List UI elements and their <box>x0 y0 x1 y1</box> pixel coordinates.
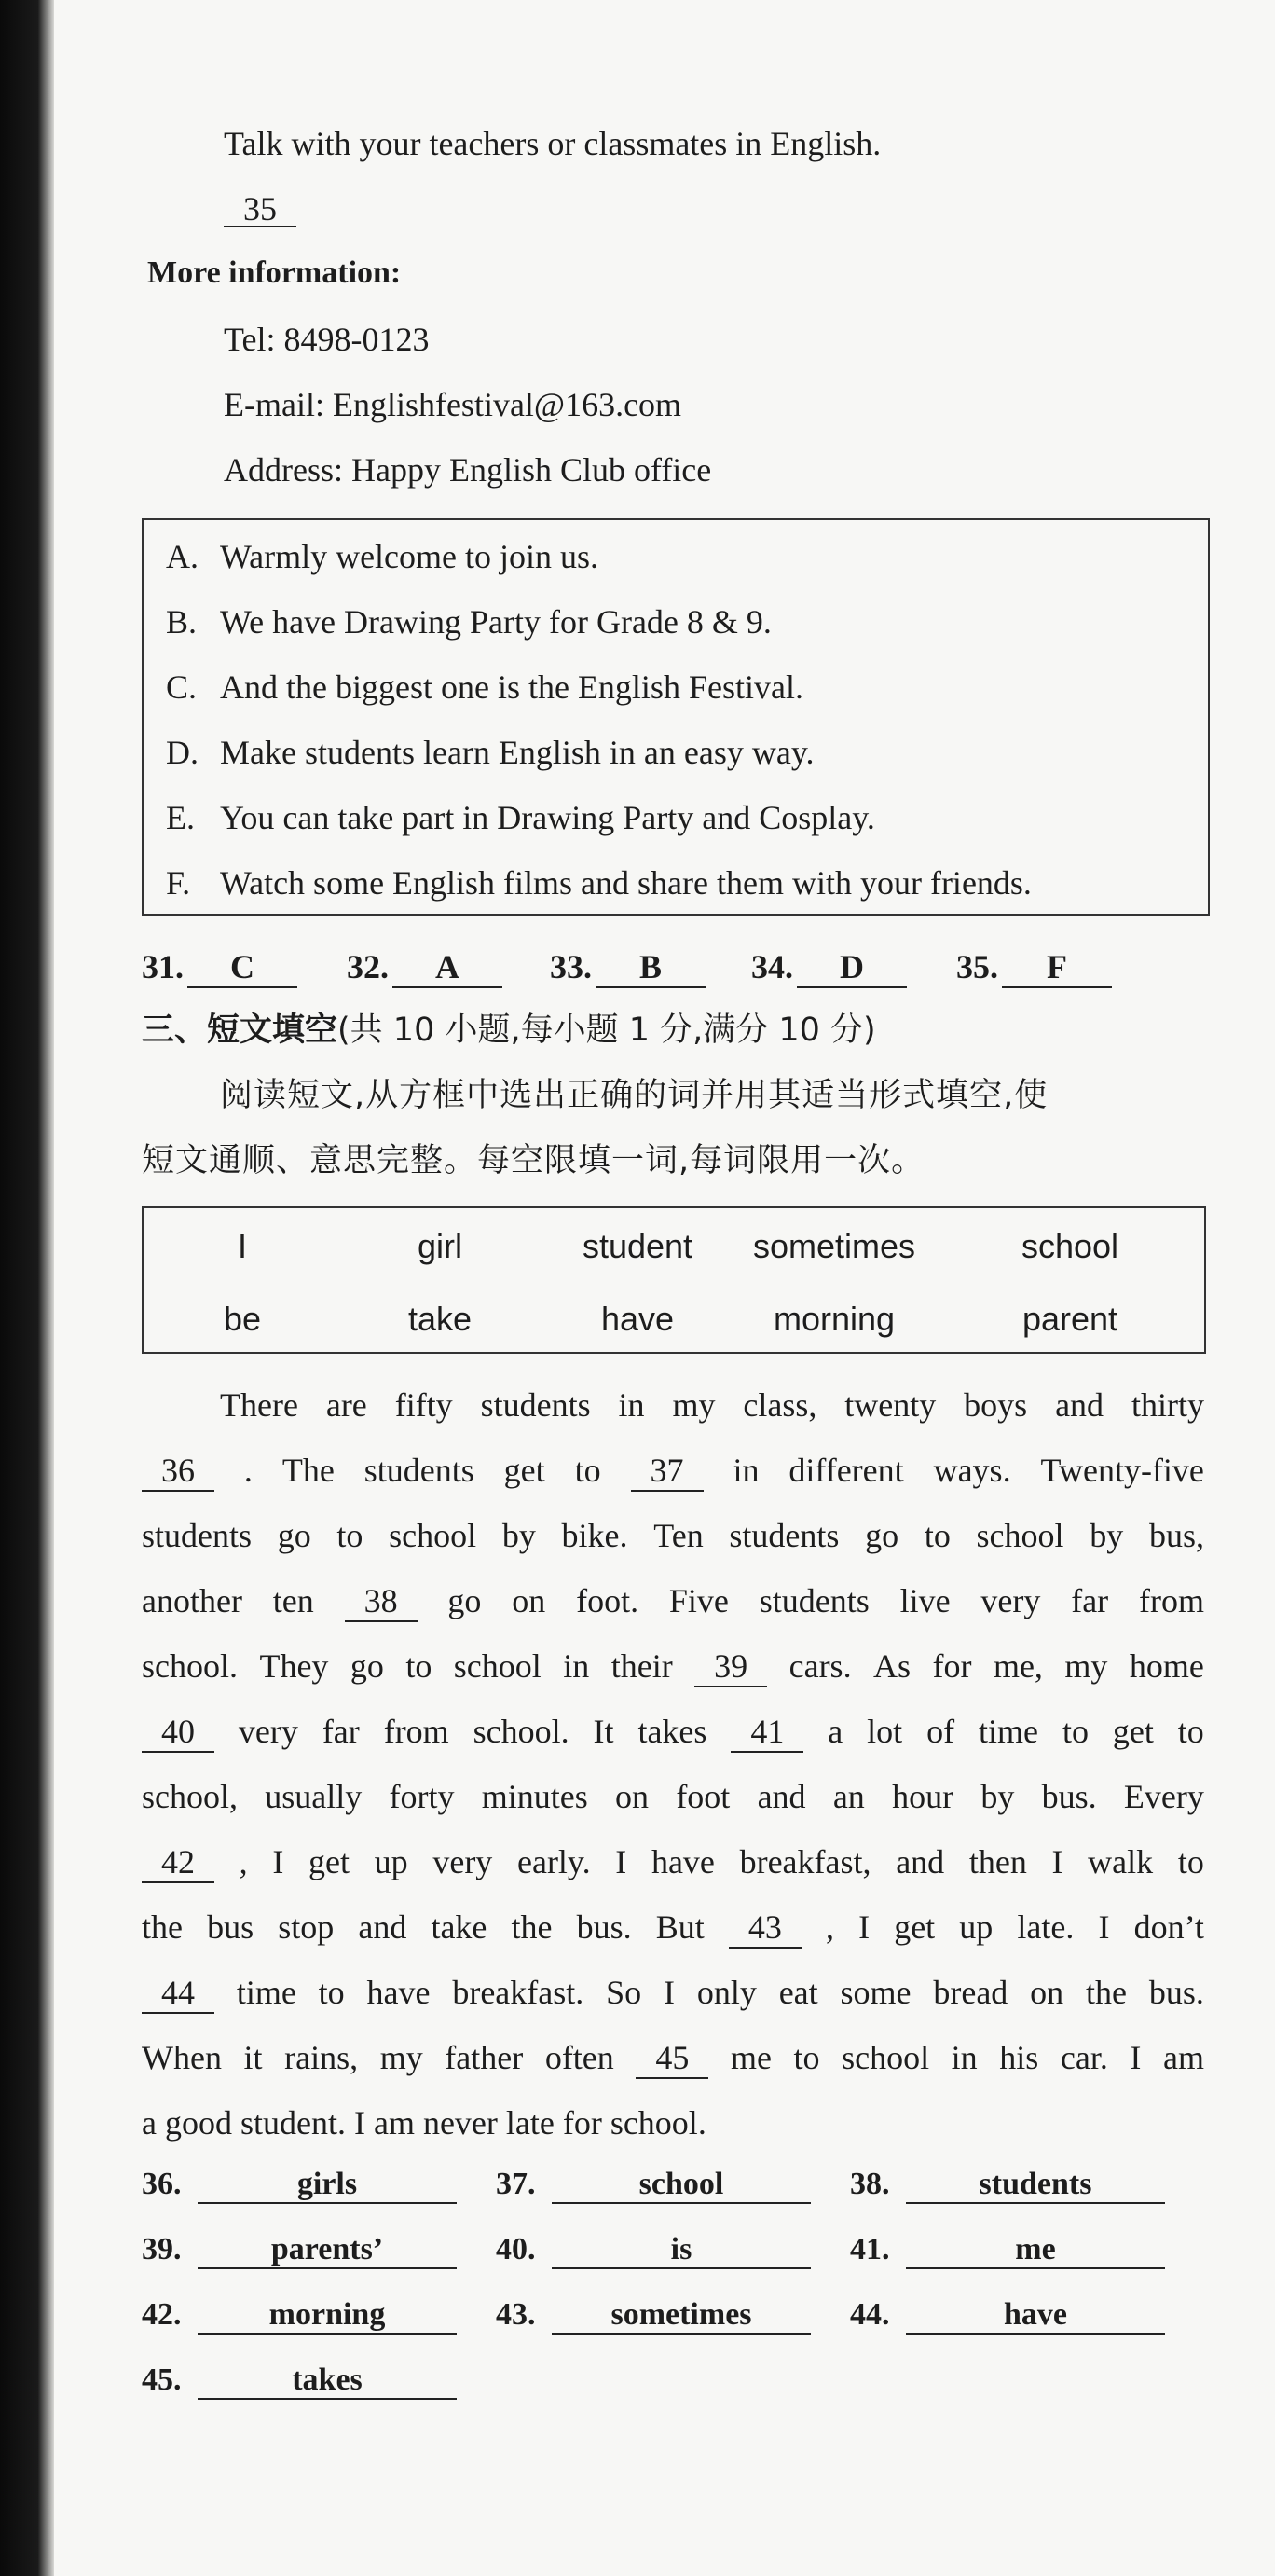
word-option: morning <box>773 1300 896 1338</box>
passage-word: foot. <box>576 1582 639 1619</box>
passage-word: I <box>272 1843 284 1880</box>
answer-item <box>956 947 1112 988</box>
passage-word: far <box>1071 1582 1109 1619</box>
passage-word: school. <box>142 1647 238 1685</box>
passage-word: early. <box>516 1843 591 1880</box>
passage-word: to <box>1062 1713 1089 1750</box>
passage-word: an <box>832 1778 865 1815</box>
passage-word: up <box>959 1908 994 1946</box>
passage-word: forty <box>389 1778 455 1815</box>
passage-word: bus, <box>1148 1517 1204 1554</box>
passage-word: school <box>842 2039 930 2076</box>
passage-word: very <box>238 1713 298 1750</box>
passage-word: class, <box>743 1386 817 1424</box>
passage-word: his <box>999 2039 1039 2076</box>
passage-word: takes <box>638 1713 707 1750</box>
passage-word: thirty <box>1131 1386 1204 1424</box>
answer-value: school <box>552 2167 811 2204</box>
passage-word: Five <box>668 1582 729 1619</box>
passage-word: by <box>501 1517 536 1554</box>
word-option: student <box>582 1227 693 1265</box>
answer-number: 37. <box>496 2167 536 2201</box>
word-option: parent <box>1021 1300 1118 1338</box>
passage-word: twenty <box>844 1386 937 1424</box>
passage-word: , <box>825 1908 834 1946</box>
word-option: take <box>407 1300 473 1338</box>
answer-value: me <box>906 2232 1165 2269</box>
passage-word: to <box>793 2039 820 2076</box>
answer-value: B <box>596 947 706 988</box>
options-box <box>142 518 1210 916</box>
passage-word: by <box>1090 1517 1124 1554</box>
option-text: You can take part in Drawing Party and Cosplay. <box>220 799 875 836</box>
passage-word: school <box>453 1647 542 1685</box>
passage-blank: 40 <box>142 1712 214 1753</box>
passage-word: foot <box>676 1778 731 1815</box>
option-letter: A. <box>166 538 199 575</box>
answer-item <box>850 2297 1165 2335</box>
passage-word: in <box>563 1647 590 1685</box>
passage-word: Every <box>1123 1778 1204 1815</box>
option-text: Warmly welcome to join us. <box>220 538 599 575</box>
passage-word: often <box>544 2039 614 2076</box>
section3-note: (共 10 小题,每小题 1 分,满分 10 分) <box>337 1012 876 1049</box>
passage-word: students <box>759 1582 870 1619</box>
passage-word: their <box>610 1647 673 1685</box>
passage-word: from <box>1139 1582 1204 1619</box>
answer-value: A <box>392 947 502 988</box>
tel-line: Tel: 8498-0123 <box>224 321 430 358</box>
option-letter: D. <box>166 734 199 771</box>
answer-item <box>142 947 297 988</box>
passage-word: very <box>980 1582 1041 1619</box>
answer-value: C <box>187 947 297 988</box>
section3-heading <box>142 1014 876 1047</box>
passage-word: Twenty-five <box>1040 1452 1204 1489</box>
option-text: And the biggest one is the English Festival. <box>220 668 803 706</box>
answer-item <box>496 2297 811 2335</box>
passage-word: car. <box>1060 2039 1108 2076</box>
passage-word: in <box>618 1386 645 1424</box>
passage-word: students <box>363 1452 474 1489</box>
passage-line <box>142 1646 1204 1687</box>
word-option: be <box>223 1300 262 1338</box>
passage-word: bus. <box>1148 1974 1204 2011</box>
passage-word: They <box>259 1647 329 1685</box>
passage-word: it <box>243 2039 263 2076</box>
passage-word: and <box>896 1843 945 1880</box>
section3-instructions-1: 阅读短文,从方框中选出正确的词并用其适当形式填空,使 <box>220 1077 1049 1114</box>
passage-word: get <box>503 1452 545 1489</box>
passage-word: breakfast, <box>739 1843 871 1880</box>
more-info-label: More information: <box>147 255 402 290</box>
option-letter: F. <box>166 864 191 902</box>
section3-title: 三、短文填空 <box>142 1012 338 1049</box>
passage-word: another <box>142 1582 242 1619</box>
answer-number: 40. <box>496 2232 536 2266</box>
answer-item <box>550 947 706 988</box>
passage-word: students <box>142 1517 253 1554</box>
passage-word: ten <box>272 1582 314 1619</box>
word-option: school <box>1021 1227 1119 1265</box>
answer-item <box>850 2232 1165 2269</box>
passage-word: are <box>325 1386 367 1424</box>
passage-word: rains, <box>284 2039 359 2076</box>
option-text: We have Drawing Party for Grade 8 & 9. <box>220 603 772 641</box>
answer-number: 44. <box>850 2297 890 2332</box>
answer-number: 42. <box>142 2297 182 2332</box>
option-item <box>166 863 1032 902</box>
passage-word: me <box>730 2039 772 2076</box>
passage-word: to <box>924 1517 951 1554</box>
address-line: Address: Happy English Club office <box>224 451 712 489</box>
passage-blank: 43 <box>729 1908 802 1949</box>
passage-word: don’t <box>1133 1908 1204 1946</box>
passage-word: go <box>277 1517 311 1554</box>
passage-word: breakfast. <box>452 1974 584 2011</box>
passage-word: to <box>1177 1713 1204 1750</box>
passage-word: take <box>431 1908 487 1946</box>
passage-word: go <box>865 1517 899 1554</box>
passage-word: time <box>979 1713 1039 1750</box>
answer-item <box>751 947 907 988</box>
passage-blank: 37 <box>631 1451 704 1492</box>
passage-line <box>142 1581 1204 1622</box>
passage-word: and <box>358 1908 407 1946</box>
passage-word: walk <box>1088 1843 1154 1880</box>
passage-word: stop <box>278 1908 335 1946</box>
passage-word: my <box>379 2039 423 2076</box>
option-item <box>166 537 598 576</box>
answer-value: D <box>797 947 907 988</box>
answer-blank-35: 35 <box>224 192 296 227</box>
answer-item <box>496 2232 811 2269</box>
answer-value: parents’ <box>198 2232 457 2269</box>
answer-number: 31. <box>142 948 184 985</box>
passage-word: in <box>733 1452 760 1489</box>
answer-value: morning <box>198 2297 457 2335</box>
passage-word: hour <box>892 1778 954 1815</box>
passage-word: get <box>894 1908 936 1946</box>
talk-line: Talk with your teachers or classmates in English. <box>224 125 882 162</box>
answer-value: have <box>906 2297 1165 2335</box>
passage-word: and <box>1055 1386 1104 1424</box>
passage-word: fifty <box>394 1386 453 1424</box>
passage-word: live <box>899 1582 951 1619</box>
option-letter: C. <box>166 668 198 706</box>
passage-word: my <box>1064 1647 1108 1685</box>
passage-word: far <box>322 1713 360 1750</box>
passage-line <box>142 1777 1204 1816</box>
passage-word: . <box>243 1452 253 1489</box>
option-letter: E. <box>166 799 195 836</box>
passage-blank: 44 <box>142 1973 214 2014</box>
passage-blank: 36 <box>142 1451 214 1492</box>
passage-word: I <box>1098 1908 1110 1946</box>
passage-word: different <box>788 1452 904 1489</box>
passage-blank: 42 <box>142 1842 214 1883</box>
passage-word: usually <box>265 1778 363 1815</box>
answer-value: students <box>906 2167 1165 2204</box>
option-item <box>166 602 772 641</box>
passage-line <box>142 1451 1204 1492</box>
passage-word: time <box>236 1974 296 2011</box>
passage-word: late. <box>1017 1908 1075 1946</box>
passage-word: ways. <box>933 1452 1011 1489</box>
passage-line <box>142 1842 1204 1883</box>
passage-word: for <box>932 1647 972 1685</box>
passage-word: the <box>1086 1974 1127 2011</box>
scan-binding-edge <box>0 0 54 2576</box>
passage-word: on <box>512 1582 546 1619</box>
passage-word: on <box>1030 1974 1064 2011</box>
passage-line <box>142 1973 1204 2014</box>
passage-word: home <box>1129 1647 1204 1685</box>
word-option: I <box>237 1227 248 1265</box>
passage-word: me, <box>993 1647 1043 1685</box>
word-option: have <box>600 1300 675 1338</box>
answer-item <box>142 2232 457 2269</box>
answer-value: takes <box>198 2362 457 2400</box>
answer-item <box>142 2362 457 2400</box>
answer-number: 36. <box>142 2167 182 2201</box>
passage-word: bus. <box>1041 1778 1097 1815</box>
passage-word: have <box>366 1974 431 2011</box>
passage-word: students <box>729 1517 840 1554</box>
passage-word: of <box>926 1713 955 1750</box>
option-text: Watch some English films and share them with your friends. <box>220 864 1032 902</box>
passage-word: school, <box>142 1778 238 1815</box>
answer-item <box>496 2167 811 2204</box>
passage-word: and <box>757 1778 806 1815</box>
passage-word: So <box>606 1974 642 2011</box>
option-text: Make students learn English in an easy way. <box>220 734 815 771</box>
passage-word: bus. <box>576 1908 632 1946</box>
passage-word: to <box>574 1452 601 1489</box>
passage-blank: 38 <box>345 1581 418 1622</box>
passage-line <box>142 1908 1204 1949</box>
passage-word: bike. <box>561 1517 628 1554</box>
passage-word: go <box>350 1647 384 1685</box>
passage-word: get <box>308 1843 350 1880</box>
passage-word: father <box>445 2039 524 2076</box>
answer-item <box>850 2167 1165 2204</box>
passage-word: the <box>511 1908 553 1946</box>
answer-item <box>142 2167 457 2204</box>
answer-item <box>142 2297 457 2335</box>
answer-number: 34. <box>751 948 793 985</box>
passage-word: But <box>655 1908 705 1946</box>
answer-number: 39. <box>142 2232 182 2266</box>
passage-word: I <box>664 1974 675 2011</box>
answer-value: F <box>1002 947 1112 988</box>
passage-word: on <box>615 1778 650 1815</box>
answer-number: 45. <box>142 2362 182 2397</box>
passage-word: lot <box>867 1713 903 1750</box>
option-item <box>166 668 803 707</box>
word-option: girl <box>417 1227 463 1265</box>
answer-number: 38. <box>850 2167 890 2201</box>
passage-word: in <box>951 2039 978 2076</box>
passage-word: from <box>383 1713 449 1750</box>
answer-value: is <box>552 2232 811 2269</box>
passage-word: eat <box>778 1974 818 2011</box>
passage-word: minutes <box>481 1778 588 1815</box>
passage-word: It <box>593 1713 614 1750</box>
passage-word: , <box>239 1843 248 1880</box>
passage-word: school. <box>473 1713 569 1750</box>
passage-word: to <box>336 1517 363 1554</box>
section3-instructions-2: 短文通顺、意思完整。每空限填一词,每词限用一次。 <box>142 1142 925 1179</box>
passage-word: Ten <box>653 1517 704 1554</box>
passage-word: to <box>1177 1843 1204 1880</box>
passage-word: am <box>1162 2039 1204 2076</box>
word-option: sometimes <box>752 1227 916 1265</box>
passage-word: I <box>858 1908 871 1946</box>
passage-line <box>220 1385 1204 1425</box>
passage-word: When <box>142 2039 222 2076</box>
passage-blank: 41 <box>731 1712 803 1753</box>
option-item <box>166 733 815 772</box>
passage-word: to <box>405 1647 432 1685</box>
answer-number: 41. <box>850 2232 890 2266</box>
passage-word: cars. <box>788 1647 852 1685</box>
passage-word: to <box>318 1974 345 2011</box>
answer-item <box>347 947 502 988</box>
passage-word: go <box>447 1582 482 1619</box>
passage-word: then <box>968 1843 1027 1880</box>
passage-word: by <box>980 1778 1015 1815</box>
passage-word: bus <box>207 1908 254 1946</box>
passage-word: bread <box>933 1974 1008 2011</box>
passage-word: I <box>615 1843 627 1880</box>
passage-word: school <box>976 1517 1064 1554</box>
answer-value: girls <box>198 2167 457 2204</box>
passage-line <box>142 2038 1204 2079</box>
email-line: E-mail: Englishfestival@163.com <box>224 386 682 423</box>
passage-word: students <box>480 1386 591 1424</box>
passage-word: There <box>220 1386 298 1424</box>
option-item <box>166 798 875 837</box>
passage-word: very <box>432 1843 493 1880</box>
passage-word: As <box>873 1647 912 1685</box>
passage-word: I <box>1051 1843 1063 1880</box>
option-letter: B. <box>166 603 198 641</box>
passage-word: only <box>696 1974 757 2011</box>
passage-word: a <box>828 1713 843 1750</box>
passage-word: I <box>1130 2039 1142 2076</box>
passage-line <box>142 1712 1204 1753</box>
passage-blank: 45 <box>636 2038 708 2079</box>
passage-word: the <box>142 1908 183 1946</box>
passage-word: get <box>1112 1713 1154 1750</box>
passage-word: my <box>672 1386 716 1424</box>
passage-line <box>142 1516 1204 1555</box>
answer-number: 35. <box>956 948 998 985</box>
passage-word: The <box>281 1452 335 1489</box>
passage-blank: 39 <box>694 1646 767 1687</box>
passage-word: school <box>389 1517 477 1554</box>
passage-word: boys <box>964 1386 1028 1424</box>
answer-value: sometimes <box>552 2297 811 2335</box>
passage-word: up <box>374 1843 408 1880</box>
passage-word: some <box>840 1974 912 2011</box>
answer-number: 43. <box>496 2297 536 2332</box>
answer-number: 32. <box>347 948 389 985</box>
passage-text: a good student. I am never late for school. <box>142 2104 706 2142</box>
passage-line <box>142 2103 1204 2142</box>
passage-word: have <box>651 1843 715 1880</box>
answer-number: 33. <box>550 948 592 985</box>
